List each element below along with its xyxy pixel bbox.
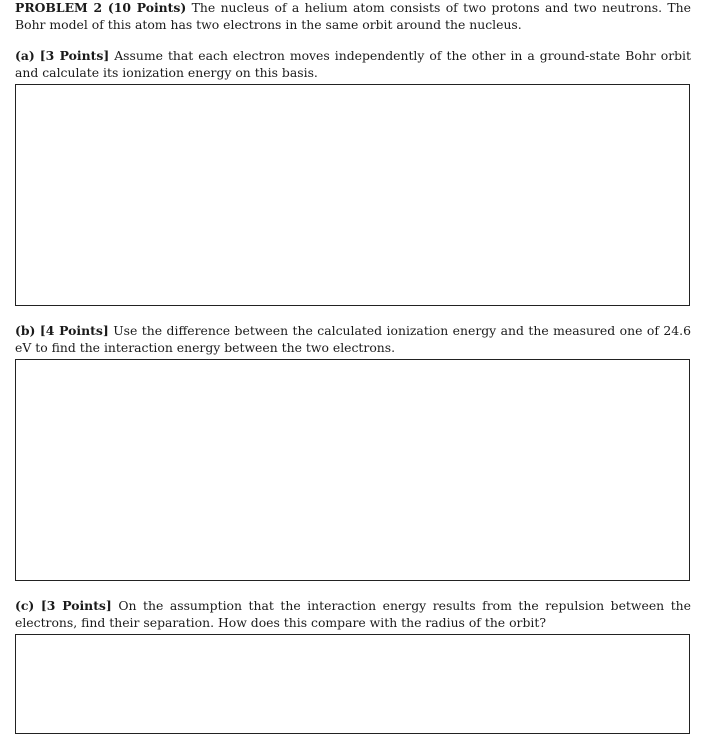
part-a-label: (a)	[15, 48, 35, 63]
part-b-text: Use the difference between the calculated ionization energy and the measured one of 24.6 eV to find the interaction energy between the two electrons.	[15, 323, 691, 355]
part-a-prompt	[15, 47, 691, 81]
part-a-text: Assume that each electron moves independently of the other in a ground-state Bohr orbit and calculate its ionization energy on this basis.	[15, 48, 691, 80]
problem-text: The nucleus of a helium atom consists of two protons and two neutrons. The Bohr model of this atom has two electrons in the same orbit around the nucleus.	[15, 0, 691, 32]
problem-statement	[15, 0, 691, 33]
part-b-answer-box[interactable]	[15, 359, 690, 581]
part-c-label: (c)	[15, 598, 35, 613]
part-a-answer-box[interactable]	[15, 84, 690, 306]
part-c-text: On the assumption that the interaction energy results from the repulsion between the electrons, find their separation. How does this compare with the radius of the orbit?	[15, 598, 691, 630]
part-c-answer-box[interactable]	[15, 634, 690, 734]
part-c-points: [3 Points]	[40, 598, 112, 613]
part-b-label: (b)	[15, 323, 36, 338]
problem-heading: PROBLEM 2 (10 Points)	[15, 0, 187, 15]
part-c-prompt	[15, 597, 691, 631]
part-b-points: [4 Points]	[39, 323, 109, 338]
part-b-prompt	[15, 322, 691, 356]
part-a-points: [3 Points]	[39, 48, 110, 63]
